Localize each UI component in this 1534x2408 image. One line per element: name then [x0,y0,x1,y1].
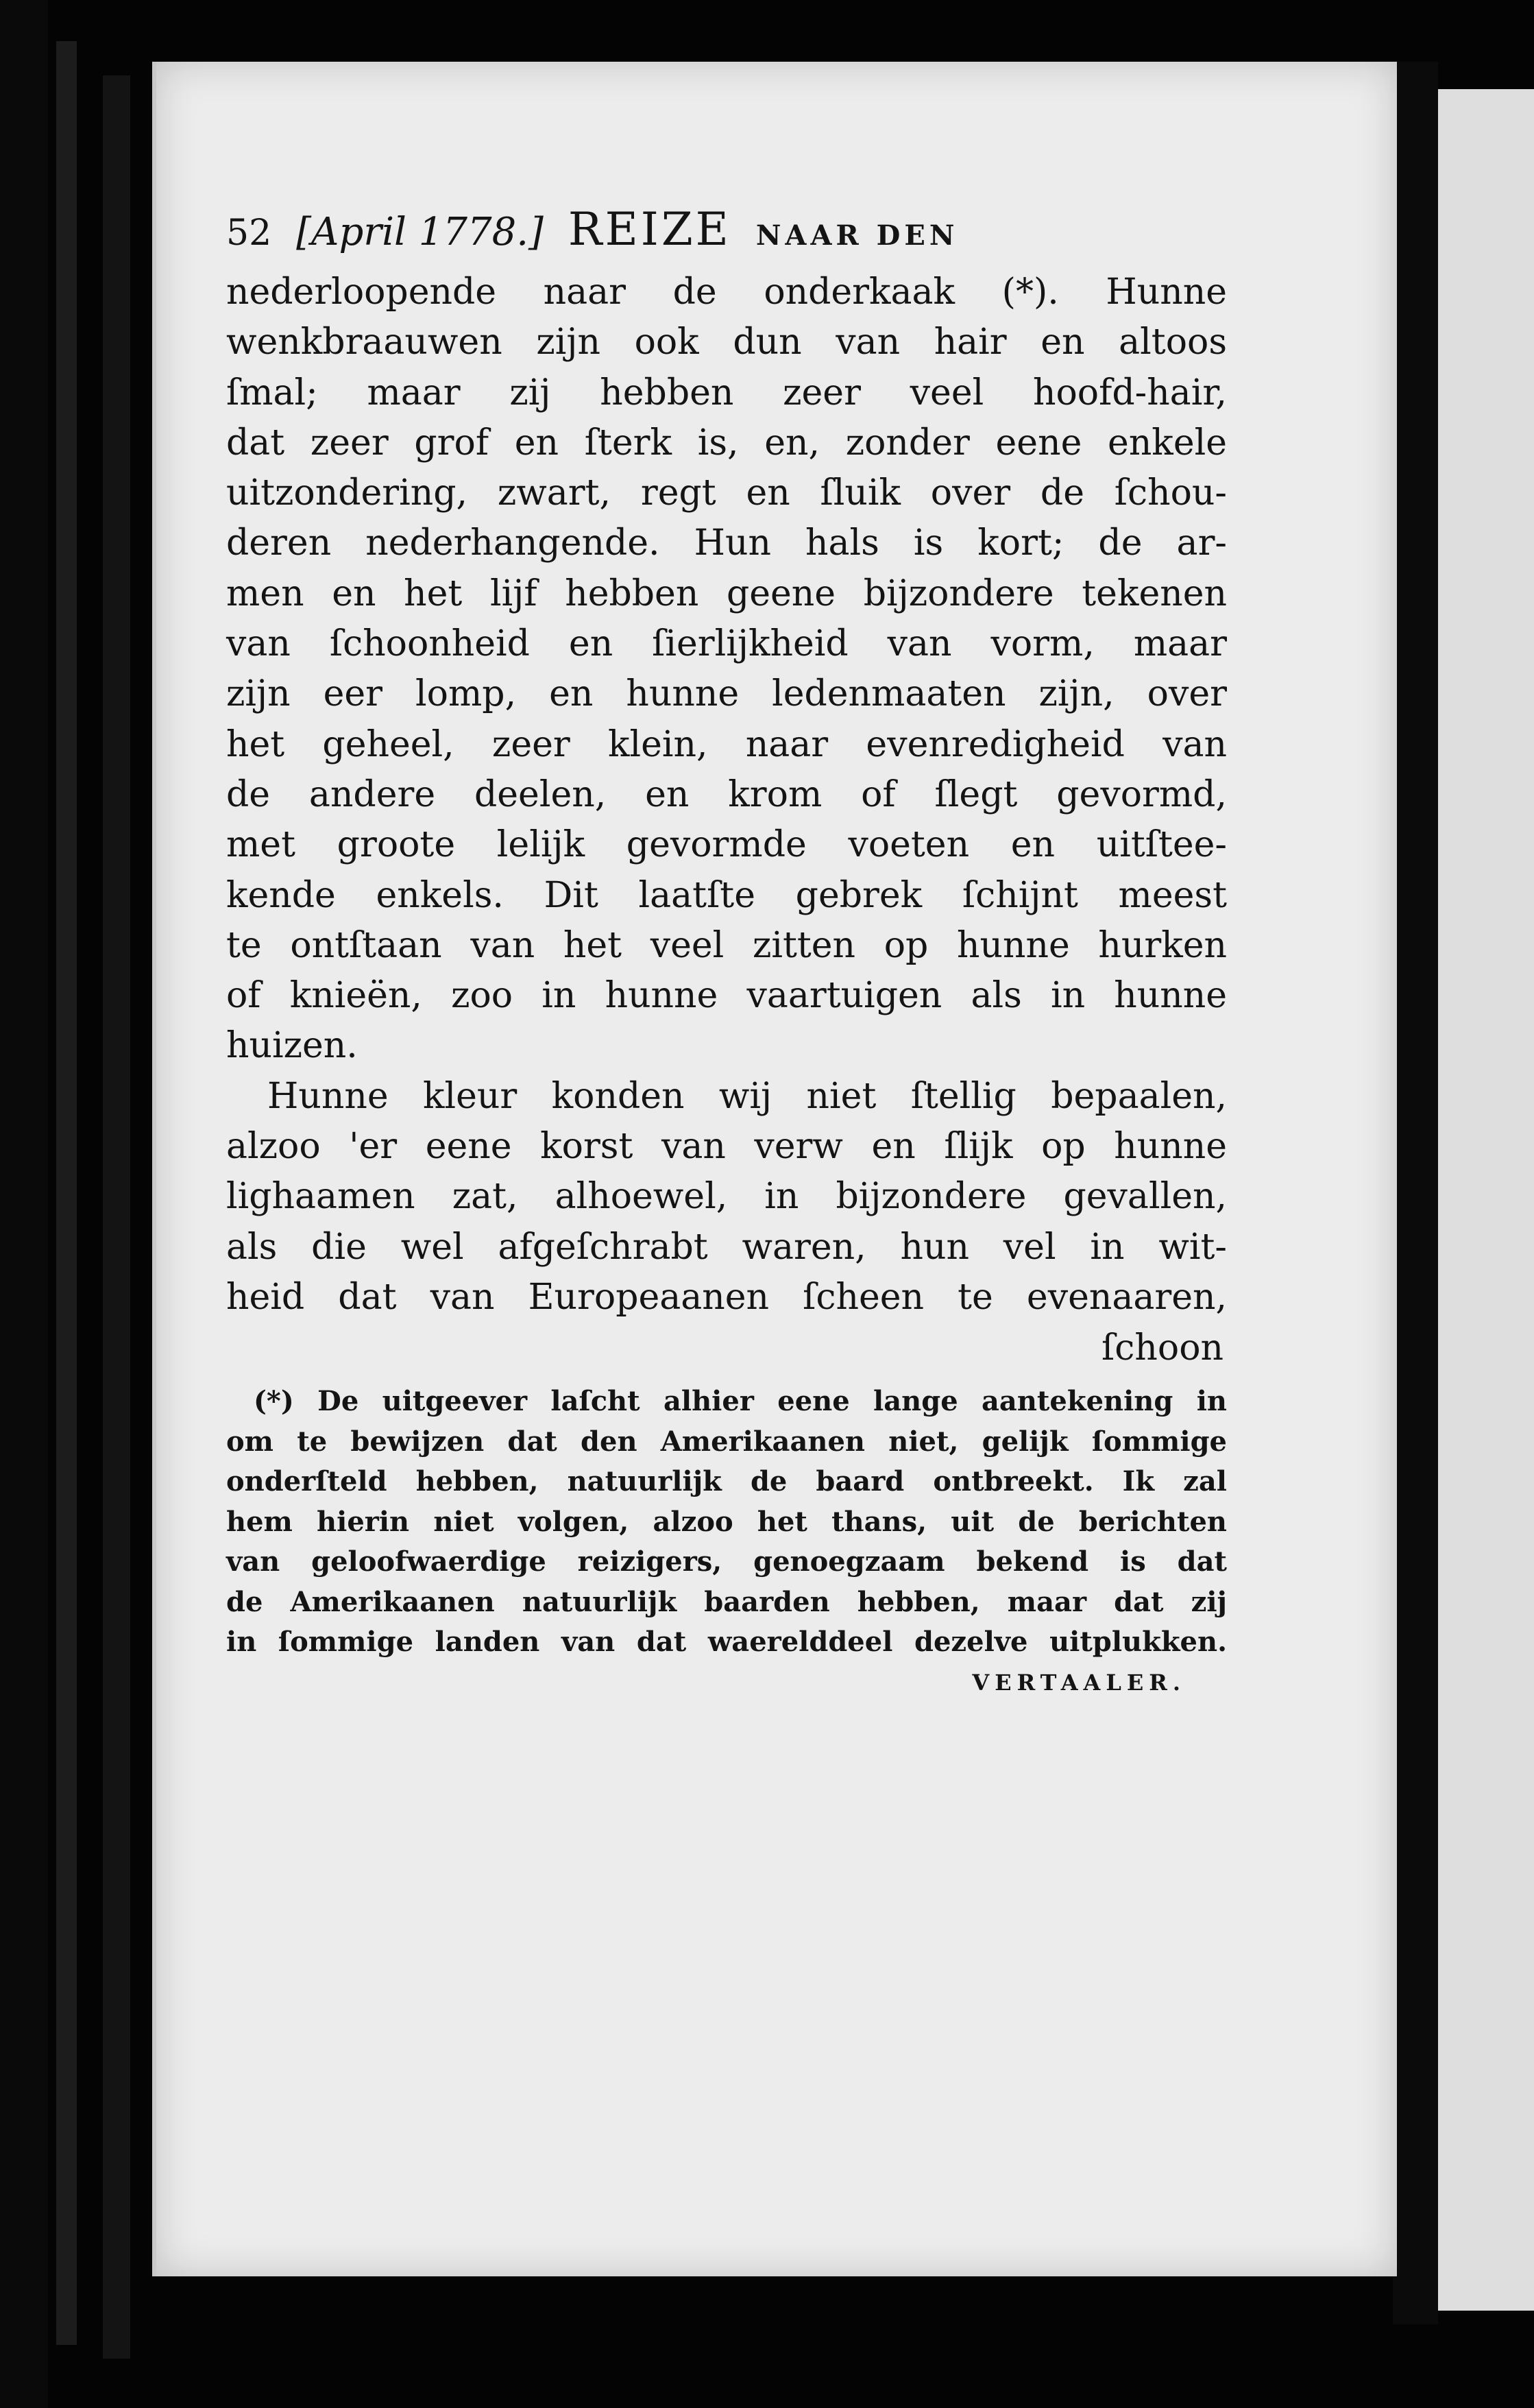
header-title: REIZE [568,203,731,256]
body-line: met groote lelijk gevormde voeten en uitſtee- [226,824,1227,866]
book-spine-shadow [0,0,48,2408]
footnote-line: de Amerikaanen natuurlijk baarden hebben, maar dat zij [226,1585,1227,1618]
footnote-line: (*) De uitgeever laſcht alhier eene lange aantekening in [254,1385,1227,1418]
running-header [226,203,1227,267]
adjacent-page [1438,89,1534,2311]
body-line: nederloopende naar de onderkaak (*). Hunne [226,272,1227,313]
body-text [226,267,1227,1323]
body-line: als die wel afgeſchrabt waren, hun vel in wit- [226,1226,1227,1268]
footnote-line: onderſteld hebben, natuurlijk de baard ontbreekt. Ik zal [226,1465,1227,1498]
footnote-line: in ſommige landen van dat waerelddeel dezelve uitplukken. [226,1626,1227,1659]
body-line: zijn eer lomp, en hunne ledenmaaten zijn, over [226,673,1227,715]
body-line: wenkbraauwen zijn ook dun van hair en altoos [226,322,1227,363]
page-right-shadow [1393,62,1438,2324]
body-line: alzoo 'er eene korst van verw en ſlijk op hunne [226,1126,1227,1168]
body-line: Hunne kleur konden wij niet ſtellig bepaalen, [267,1075,1227,1117]
body-line: of knieën, zoo in hunne vaartuigen als in hunne [226,975,1227,1017]
body-line: lighaamen zat, alhoewel, in bijzondere gevallen, [226,1176,1227,1218]
body-line: het geheel, zeer klein, naar evenredigheid van [226,723,1227,765]
body-line: men en het lijf hebben geene bijzondere tekenen [226,573,1227,614]
body-line: uitzondering, zwart, regt en ſluik over de ſchou- [226,472,1227,514]
catchword: ſchoon [1101,1327,1223,1369]
body-line: kende enkels. Dit laatſte gebrek ſchijnt meest [226,874,1227,916]
body-line: deren nederhangende. Hun hals is kort; de ar- [226,522,1227,564]
page-text [226,203,1227,1696]
body-line: heid dat van Europeaanen ſcheen te evenaaren, [226,1276,1227,1318]
body-line: de andere deelen, en krom of ſlegt gevormd, [226,773,1227,815]
page-number: 52 [226,213,272,254]
body-line: ſmal; maar zij hebben zeer veel hoofd-hair, [226,372,1227,413]
body-line: te ontſtaan van het veel zitten op hunne hurken [226,924,1227,966]
footnote-signature: VERTAALER. [972,1669,1186,1696]
header-date: [April 1778.] [296,210,544,254]
footnote-line: hem hierin niet volgen, alzoo het thans, uit de berichten [226,1505,1227,1538]
book-spine-edge [56,41,77,2345]
footnote-line: om te bewijzen dat den Amerikaanen niet, gelijk ſommige [226,1425,1227,1458]
footnote [226,1382,1227,1696]
body-line: huizen. [226,1025,358,1067]
footnote-line: van geloofwaerdige reizigers, genoegzaam bekend is dat [226,1545,1227,1578]
body-line: dat zeer grof en ſterk is, en, zonder eene enkele [226,422,1227,463]
body-line: van ſchoonheid en ſierlijkheid van vorm, maar [226,623,1227,665]
header-title-continuation: NAAR DEN [755,219,959,252]
book-gutter [103,75,130,2359]
